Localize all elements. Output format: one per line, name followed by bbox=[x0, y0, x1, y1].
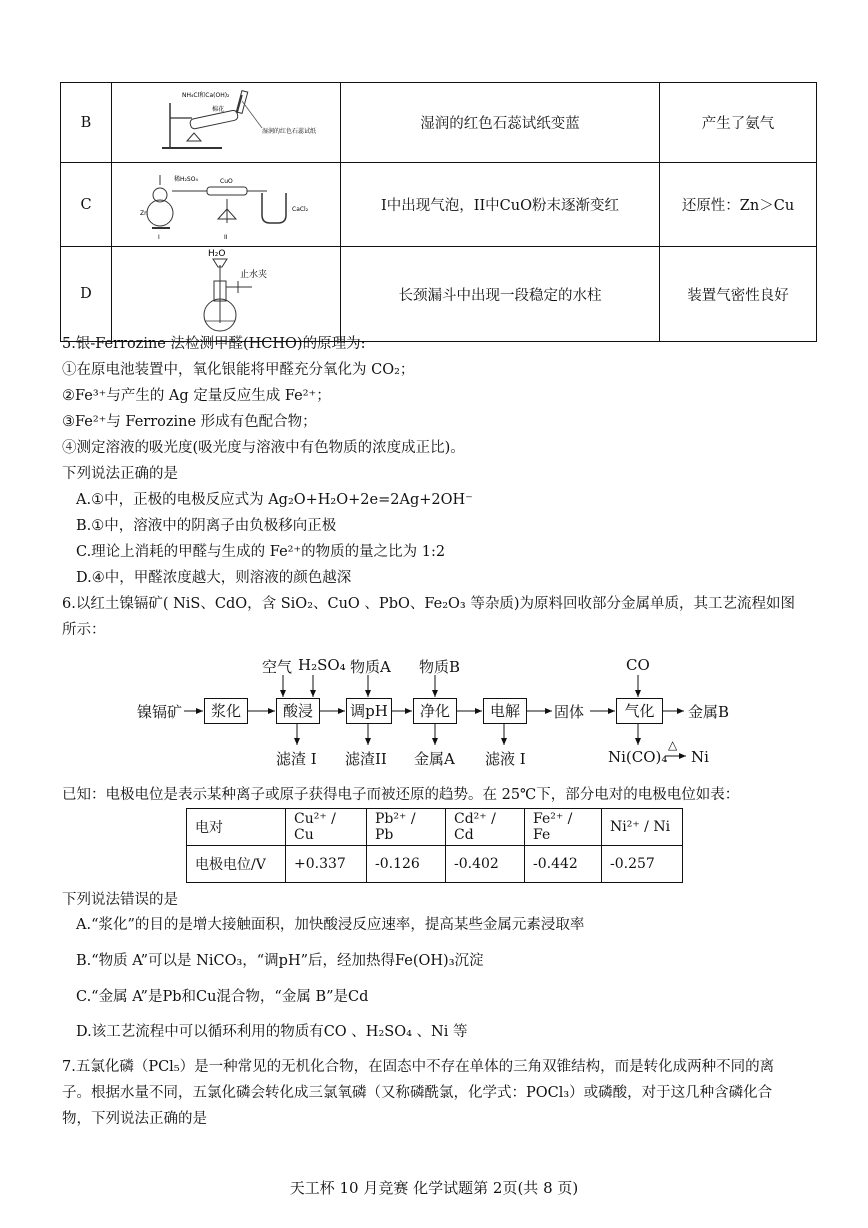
flow-step-slurry: 浆化 bbox=[204, 698, 248, 724]
clamp-label: 止水夹 bbox=[240, 270, 268, 280]
q7-line-2: 子。根据水量不同，五氯化磷会转化成三氯氧磷（又称磷酰氯，化学式：POCl₃）或磷酸，对于这几种含磷化合 bbox=[62, 1085, 773, 1101]
reagent-label: NH₄Cl和Ca(OH)₂ bbox=[182, 92, 230, 99]
q5-option-c: C.理论上消耗的甲醛与生成的 Fe²⁺的物质的量之比为 1:2 bbox=[76, 544, 446, 560]
conclusion-cell: 产生了氨气 bbox=[660, 83, 817, 163]
value-cell: -0.402 bbox=[446, 846, 525, 883]
cuo-label: CuO bbox=[220, 178, 233, 185]
vessel-ii-label: II bbox=[224, 234, 228, 241]
table-row bbox=[187, 846, 683, 883]
vessel-i-label: I bbox=[158, 234, 160, 241]
row-header-cell: 电极电位/V bbox=[187, 846, 286, 883]
flow-output-nickel: Ni bbox=[691, 748, 709, 766]
q5-step-1: ①在原电池装置中，氧化银能将甲醛充分氧化为 CO₂； bbox=[62, 362, 415, 378]
phenomenon-cell: I中出现气泡，II中CuO粉末逐渐变红 bbox=[341, 163, 660, 247]
q5-option-b: B.①中，溶液中的阴离子由负极移向正极 bbox=[76, 518, 337, 534]
flow-step-adjust-ph: 调pH bbox=[346, 698, 392, 724]
row-label: B bbox=[61, 83, 112, 163]
flow-output-residue-2: 滤渣II bbox=[345, 750, 387, 768]
q7-line-1: 7.五氯化磷（PCl₅）是一种常见的无机化合物，在固态中不存在单体的三角双锥结构，而是转化成两种不同的离 bbox=[62, 1059, 775, 1075]
flow-input-material-a: 物质A bbox=[350, 658, 391, 676]
conclusion-cell: 还原性：Zn＞Cu bbox=[660, 163, 817, 247]
phenomenon-cell: 湿润的红色石蕊试纸变蓝 bbox=[341, 83, 660, 163]
q6-stem-line1: 6.以红土镍镉矿( NiS、CdO，含 SiO₂、CuO 、PbO、Fe₂O₃ 等杂质)为原料回收部分金属单质，其工艺流程如图 bbox=[62, 596, 795, 612]
q5-step-4: ④测定溶液的吸光度(吸光度与溶液中有色物质的浓度成正比)。 bbox=[62, 440, 465, 456]
value-cell: +0.337 bbox=[286, 846, 367, 883]
q5-step-3: ③Fe²⁺与 Ferrozine 形成有色配合物； bbox=[62, 414, 317, 430]
header-cell: Cu²⁺ / Cu bbox=[286, 809, 367, 846]
header-cell: Cd²⁺ / Cd bbox=[446, 809, 525, 846]
flow-solid: 固体 bbox=[554, 703, 585, 721]
header-cell: Pb²⁺ / Pb bbox=[367, 809, 446, 846]
value-cell: -0.257 bbox=[602, 846, 683, 883]
row-label: D bbox=[61, 247, 112, 342]
page-footer: 天工杯 10 月竞赛 化学试题第 2页(共 8 页) bbox=[289, 1179, 579, 1197]
q5-step-2: ②Fe³⁺与产生的 Ag 定量反应生成 Fe²⁺； bbox=[62, 388, 331, 404]
litmus-paper-label: 湿润的红色石蕊试纸 bbox=[262, 128, 317, 135]
conclusion-cell: 装置气密性良好 bbox=[660, 247, 817, 342]
q6-known: 已知：电极电位是表示某种离子或原子获得电子而被还原的趋势。在 25℃下，部分电对的电极电位如表： bbox=[62, 787, 740, 803]
flow-input-material-b: 物质B bbox=[419, 658, 461, 676]
q5-option-d: D.④中，甲醛浓度越大，则溶液的颜色越深 bbox=[76, 570, 352, 586]
flow-start-ore: 镍镉矿 bbox=[137, 703, 183, 721]
q5-option-a: A.①中，正极的电极反应式为 Ag₂O+H₂O+2e=2Ag+2OH⁻ bbox=[76, 492, 473, 508]
table-row bbox=[187, 809, 683, 846]
water-label: H₂O bbox=[208, 249, 226, 259]
q6-stem-line2: 所示： bbox=[62, 622, 106, 638]
flow-step-acid-leach: 酸浸 bbox=[276, 698, 320, 724]
flow-output-residue-1: 滤渣 I bbox=[276, 750, 317, 768]
flow-output-filtrate-1: 滤液 I bbox=[485, 750, 526, 768]
acid-label: 稀H₂SO₄ bbox=[174, 176, 198, 183]
cotton-label: 棉花 bbox=[212, 106, 225, 113]
value-cell: -0.126 bbox=[367, 846, 446, 883]
header-cell: Ni²⁺ / Ni bbox=[602, 809, 683, 846]
q6-option-c: C.“金属 A”是Pb和Cu混合物，“金属 B”是Cd bbox=[76, 989, 369, 1005]
q6-option-a: A.“浆化”的目的是增大接触面积，加快酸浸反应速率，提高某些金属元素浸取率 bbox=[76, 917, 585, 933]
header-cell: Fe²⁺ / Fe bbox=[525, 809, 602, 846]
zn-label: Zn bbox=[140, 210, 148, 217]
q7-line-3: 物，下列说法正确的是 bbox=[62, 1111, 207, 1127]
header-cell: 电对 bbox=[187, 809, 286, 846]
q5-stem: 5.银-Ferrozine 法检测甲醛(HCHO)的原理为: bbox=[62, 336, 366, 352]
flow-step-gasify: 气化 bbox=[616, 698, 663, 724]
flow-step-electrolysis: 电解 bbox=[483, 698, 527, 724]
q5-prompt: 下列说法正确的是 bbox=[62, 466, 178, 482]
flow-output-nickel-carbonyl: Ni(CO)₄ bbox=[608, 748, 668, 766]
value-cell: -0.442 bbox=[525, 846, 602, 883]
flow-heat-symbol: △ bbox=[668, 738, 678, 752]
flow-input-air: 空气 bbox=[262, 658, 293, 676]
flow-output-metal-a: 金属A bbox=[414, 750, 455, 768]
cacl2-label: CaCl₂ bbox=[292, 206, 309, 213]
flow-input-h2so4: H₂SO₄ bbox=[298, 656, 346, 674]
phenomenon-cell: 长颈漏斗中出现一段稳定的水柱 bbox=[341, 247, 660, 342]
flow-step-purify: 净化 bbox=[413, 698, 457, 724]
row-label: C bbox=[61, 163, 112, 247]
flow-metal-b: 金属B bbox=[688, 703, 730, 721]
electrode-potential-table bbox=[186, 808, 683, 883]
q6-option-b: B.“物质 A”可以是 NiCO₃，“调pH”后，经加热得Fe(OH)₃沉淀 bbox=[76, 953, 484, 969]
flow-input-co: CO bbox=[626, 656, 650, 674]
q6-option-d: D.该工艺流程中可以循环利用的物质有CO 、H₂SO₄ 、Ni 等 bbox=[76, 1024, 468, 1040]
q6-prompt: 下列说法错误的是 bbox=[62, 892, 178, 908]
